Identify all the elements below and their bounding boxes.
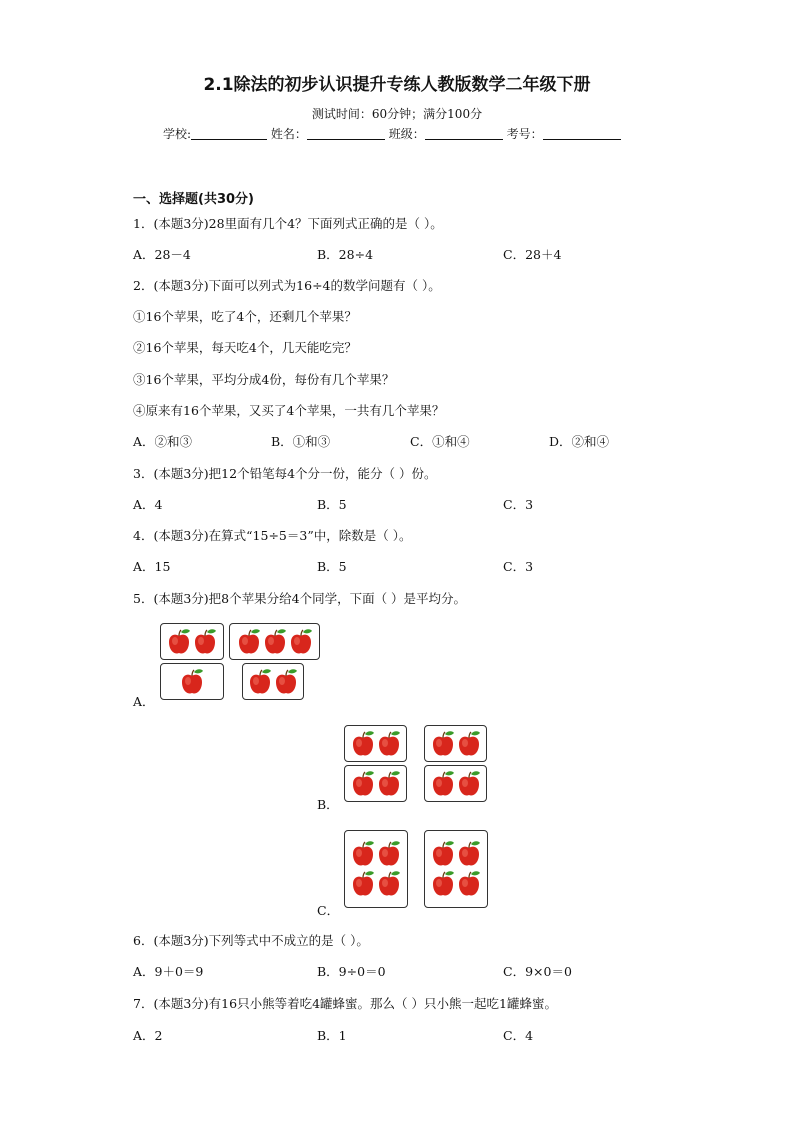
option-a-group-2	[229, 623, 320, 660]
name-label: 姓名：	[270, 127, 307, 141]
q2-option-c[interactable]: C．①和④	[410, 434, 470, 449]
apple-icon	[376, 839, 402, 869]
apple-icon	[236, 627, 262, 657]
apple-icon	[376, 729, 402, 759]
q1-option-b[interactable]: B．28÷4	[317, 247, 374, 262]
q1-stem: 1．(本题3分)28里面有几个4？下面列式正确的是（ ）。	[133, 216, 443, 231]
option-c-group-1	[344, 830, 408, 908]
q7-stem: 7．(本题3分)有16只小熊等着吃4罐蜂蜜。那么（ ）只小熊一起吃1罐蜂蜜。	[133, 996, 557, 1011]
q6-option-c[interactable]: C．9×0＝0	[503, 964, 572, 979]
apple-icon	[247, 667, 273, 697]
q5-option-c[interactable]: C．	[317, 903, 340, 918]
apple-icon	[350, 729, 376, 759]
q6-option-b[interactable]: B．9÷0＝0	[317, 964, 386, 979]
q1-option-a[interactable]: A．28－4	[133, 247, 191, 262]
class-label: 班级：	[388, 127, 425, 141]
apple-icon	[376, 869, 402, 899]
option-b-group-4	[424, 765, 487, 802]
section-title: 一、选择题(共30分)	[133, 192, 254, 207]
apple-icon	[430, 769, 456, 799]
apple-icon	[430, 729, 456, 759]
option-a-group-3	[160, 663, 224, 700]
q2-option-a[interactable]: A．②和③	[133, 434, 193, 449]
option-b-group-3	[344, 765, 407, 802]
q5-option-b[interactable]: B．	[317, 797, 339, 812]
name-blank[interactable]	[307, 127, 385, 140]
apple-icon	[288, 627, 314, 657]
option-b-group-2	[424, 725, 487, 762]
q3-option-b[interactable]: B．5	[317, 497, 347, 512]
option-a-group-1	[160, 623, 224, 660]
q6-option-a[interactable]: A．9＋0＝9	[133, 964, 204, 979]
apple-icon	[166, 627, 192, 657]
q3-stem: 3．(本题3分)把12个铅笔每4个分一份，能分（ ）份。	[133, 466, 437, 481]
q1-option-c[interactable]: C．28＋4	[503, 247, 562, 262]
option-b-group-1	[344, 725, 407, 762]
q4-option-b[interactable]: B．5	[317, 559, 347, 574]
id-label: 考号：	[506, 127, 543, 141]
q7-option-b[interactable]: B．1	[317, 1028, 347, 1043]
option-a-group-4	[242, 663, 304, 700]
option-c-group-2	[424, 830, 488, 908]
apple-icon	[350, 839, 376, 869]
q2-option-b[interactable]: B．①和③	[271, 434, 331, 449]
apple-icon	[456, 869, 482, 899]
apple-icon	[376, 769, 402, 799]
q2-item-3: ③16个苹果，平均分成4份，每份有几个苹果？	[133, 372, 395, 387]
q2-item-2: ②16个苹果，每天吃4个，几天能吃完？	[133, 340, 357, 355]
apple-icon	[262, 627, 288, 657]
school-label: 学校:	[163, 127, 192, 141]
q3-option-a[interactable]: A．4	[133, 497, 163, 512]
apple-icon	[192, 627, 218, 657]
apple-icon	[456, 769, 482, 799]
q7-option-a[interactable]: A．2	[133, 1028, 163, 1043]
apple-icon	[456, 839, 482, 869]
q6-stem: 6．(本题3分)下列等式中不成立的是（ ）。	[133, 933, 369, 948]
apple-icon	[350, 869, 376, 899]
q2-option-d[interactable]: D．②和④	[549, 434, 610, 449]
apple-icon	[273, 667, 299, 697]
apple-icon	[456, 729, 482, 759]
id-blank[interactable]	[543, 127, 621, 140]
q7-option-c[interactable]: C．4	[503, 1028, 534, 1043]
student-fields	[163, 125, 621, 142]
class-blank[interactable]	[425, 127, 503, 140]
q2-item-4: ④原来有16个苹果，又买了4个苹果，一共有几个苹果？	[133, 403, 445, 418]
apple-icon	[350, 769, 376, 799]
exam-info: 测试时间：60分钟；满分100分	[311, 107, 483, 121]
q5-option-a[interactable]: A．	[133, 694, 155, 709]
school-blank[interactable]	[191, 127, 267, 140]
q2-stem: 2．(本题3分)下面可以列式为16÷4的数学问题有（ ）。	[133, 278, 441, 293]
apple-icon	[430, 869, 456, 899]
page-title: 2.1除法的初步认识提升专练人教版数学二年级下册	[203, 75, 591, 95]
apple-icon	[179, 667, 205, 697]
q4-option-c[interactable]: C．3	[503, 559, 534, 574]
q3-option-c[interactable]: C．3	[503, 497, 534, 512]
q4-stem: 4．(本题3分)在算式“15÷5＝3”中，除数是（ ）。	[133, 528, 412, 543]
q5-stem: 5．(本题3分)把8个苹果分给4个同学，下面（ ）是平均分。	[133, 591, 467, 606]
q4-option-a[interactable]: A．15	[133, 559, 171, 574]
apple-icon	[430, 839, 456, 869]
q2-item-1: ①16个苹果，吃了4个，还剩几个苹果？	[133, 309, 357, 324]
